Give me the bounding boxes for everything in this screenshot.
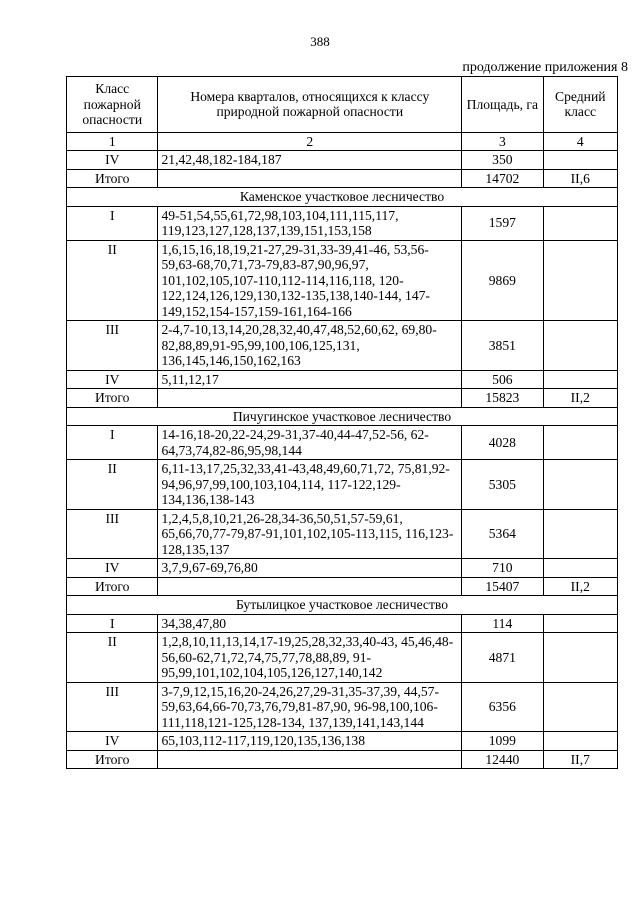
avg-class <box>543 509 617 559</box>
area-ha: 5305 <box>462 460 543 510</box>
fire-class: III <box>67 321 158 371</box>
table-row <box>67 426 618 460</box>
total-label: Итого <box>67 169 158 188</box>
area-ha: 350 <box>462 151 543 170</box>
section-row <box>67 596 618 615</box>
area-ha: 710 <box>462 559 543 578</box>
table-row <box>67 240 618 321</box>
total-quarters <box>158 169 462 188</box>
total-label: Итого <box>67 750 158 769</box>
header-quarters: Номера кварталов, относящихся к классу природной пожарной опасности <box>158 77 462 133</box>
section-title: Пичугинское участковое лесничество <box>67 407 618 426</box>
avg-class <box>543 682 617 732</box>
fire-class: II <box>67 633 158 683</box>
total-area: 12440 <box>462 750 543 769</box>
quarter-numbers: 65,103,112-117,119,120,135,136,138 <box>158 732 462 751</box>
avg-class <box>543 321 617 371</box>
section-row <box>67 188 618 207</box>
fire-class: I <box>67 426 158 460</box>
quarter-numbers: 1,2,4,5,8,10,21,26-28,34-36,50,51,57-59,61, 65,66,70,77-79,87-91,101,102,105-113,115, 116,123-128,135,137 <box>158 509 462 559</box>
area-ha: 1099 <box>462 732 543 751</box>
table-row <box>67 614 618 633</box>
quarter-numbers: 2-4,7-10,13,14,20,28,32,40,47,48,52,60,62, 69,80-82,88,89,91-95,99,100,106,125,131, 136,145,146,150,162,163 <box>158 321 462 371</box>
avg-class <box>543 633 617 683</box>
table-row <box>67 151 618 170</box>
fire-class: III <box>67 682 158 732</box>
quarter-numbers: 14-16,18-20,22-24,29-31,37-40,44-47,52-56, 62-64,73,74,82-86,95,98,144 <box>158 426 462 460</box>
header-avg-class: Средний класс <box>543 77 617 133</box>
total-label: Итого <box>67 389 158 408</box>
table-row <box>67 460 618 510</box>
fire-class: IV <box>67 151 158 170</box>
column-number-row <box>67 132 618 151</box>
quarter-numbers: 5,11,12,17 <box>158 370 462 389</box>
total-row <box>67 389 618 408</box>
avg-class <box>543 240 617 321</box>
section-title: Бутылицкое участковое лесничество <box>67 596 618 615</box>
fire-class: I <box>67 206 158 240</box>
total-row <box>67 577 618 596</box>
area-ha: 9869 <box>462 240 543 321</box>
avg-class <box>543 614 617 633</box>
total-quarters <box>158 750 462 769</box>
area-ha: 4871 <box>462 633 543 683</box>
total-row <box>67 750 618 769</box>
total-avg-class: II,7 <box>543 750 617 769</box>
section-title: Каменское участковое лесничество <box>67 188 618 207</box>
quarter-numbers: 21,42,48,182-184,187 <box>158 151 462 170</box>
avg-class <box>543 426 617 460</box>
avg-class <box>543 151 617 170</box>
area-ha: 3851 <box>462 321 543 371</box>
header-area: Площадь, га <box>462 77 543 133</box>
section-row <box>67 407 618 426</box>
quarter-numbers: 6,11-13,17,25,32,33,41-43,48,49,60,71,72, 75,81,92-94,96,97,99,100,103,104,114, 117-122,129-134,136,138-143 <box>158 460 462 510</box>
quarter-numbers: 3-7,9,12,15,16,20-24,26,27,29-31,35-37,39, 44,57-59,63,64,66-70,73,76,79,81-87,90, 96-98,100,106-111,118,121-125,128-134, 137,139,141,143,144 <box>158 682 462 732</box>
fire-class: IV <box>67 559 158 578</box>
header-class: Класс пожарной опасности <box>67 77 158 133</box>
table-row <box>67 206 618 240</box>
area-ha: 5364 <box>462 509 543 559</box>
table-row <box>67 370 618 389</box>
total-quarters <box>158 389 462 408</box>
fire-class: II <box>67 240 158 321</box>
total-area: 15823 <box>462 389 543 408</box>
quarter-numbers: 49-51,54,55,61,72,98,103,104,111,115,117, 119,123,127,128,137,139,151,153,158 <box>158 206 462 240</box>
table-row <box>67 732 618 751</box>
area-ha: 1597 <box>462 206 543 240</box>
table-row <box>67 321 618 371</box>
page-number: 388 <box>310 34 330 49</box>
fire-class: III <box>67 509 158 559</box>
fire-class: II <box>67 460 158 510</box>
area-ha: 114 <box>462 614 543 633</box>
total-avg-class: II,6 <box>543 169 617 188</box>
total-avg-class: II,2 <box>543 389 617 408</box>
total-avg-class: II,2 <box>543 577 617 596</box>
total-area: 14702 <box>462 169 543 188</box>
table-row <box>67 682 618 732</box>
colnum-3: 3 <box>462 132 543 151</box>
avg-class <box>543 206 617 240</box>
colnum-2: 2 <box>158 132 462 151</box>
total-row <box>67 169 618 188</box>
avg-class <box>543 732 617 751</box>
fire-class: IV <box>67 732 158 751</box>
table-row <box>67 509 618 559</box>
avg-class <box>543 370 617 389</box>
quarter-numbers: 34,38,47,80 <box>158 614 462 633</box>
area-ha: 4028 <box>462 426 543 460</box>
avg-class <box>543 460 617 510</box>
colnum-4: 4 <box>543 132 617 151</box>
table-row <box>67 559 618 578</box>
table-row <box>67 633 618 683</box>
total-quarters <box>158 577 462 596</box>
fire-danger-table <box>66 76 618 769</box>
header-row <box>67 77 618 133</box>
area-ha: 506 <box>462 370 543 389</box>
fire-class: I <box>67 614 158 633</box>
quarter-numbers: 1,2,8,10,11,13,14,17-19,25,28,32,33,40-43, 45,46,48-56,60-62,71,72,74,75,77,78,88,89, 91-95,99,101,102,104,105,126,127,140,142 <box>158 633 462 683</box>
quarter-numbers: 1,6,15,16,18,19,21-27,29-31,33-39,41-46, 53,56-59,63-68,70,71,73-79,83-87,90,96,97, 101,102,105,107-110,112-114,116,118, 120-122,124,126,129,130,132-135,138,140-144, 147-149,152,154-157,159-161,164-166 <box>158 240 462 321</box>
colnum-1: 1 <box>67 132 158 151</box>
quarter-numbers: 3,7,9,67-69,76,80 <box>158 559 462 578</box>
continuation-note: продолжение приложения 8 <box>462 60 628 75</box>
area-ha: 6356 <box>462 682 543 732</box>
total-area: 15407 <box>462 577 543 596</box>
avg-class <box>543 559 617 578</box>
total-label: Итого <box>67 577 158 596</box>
fire-class: IV <box>67 370 158 389</box>
